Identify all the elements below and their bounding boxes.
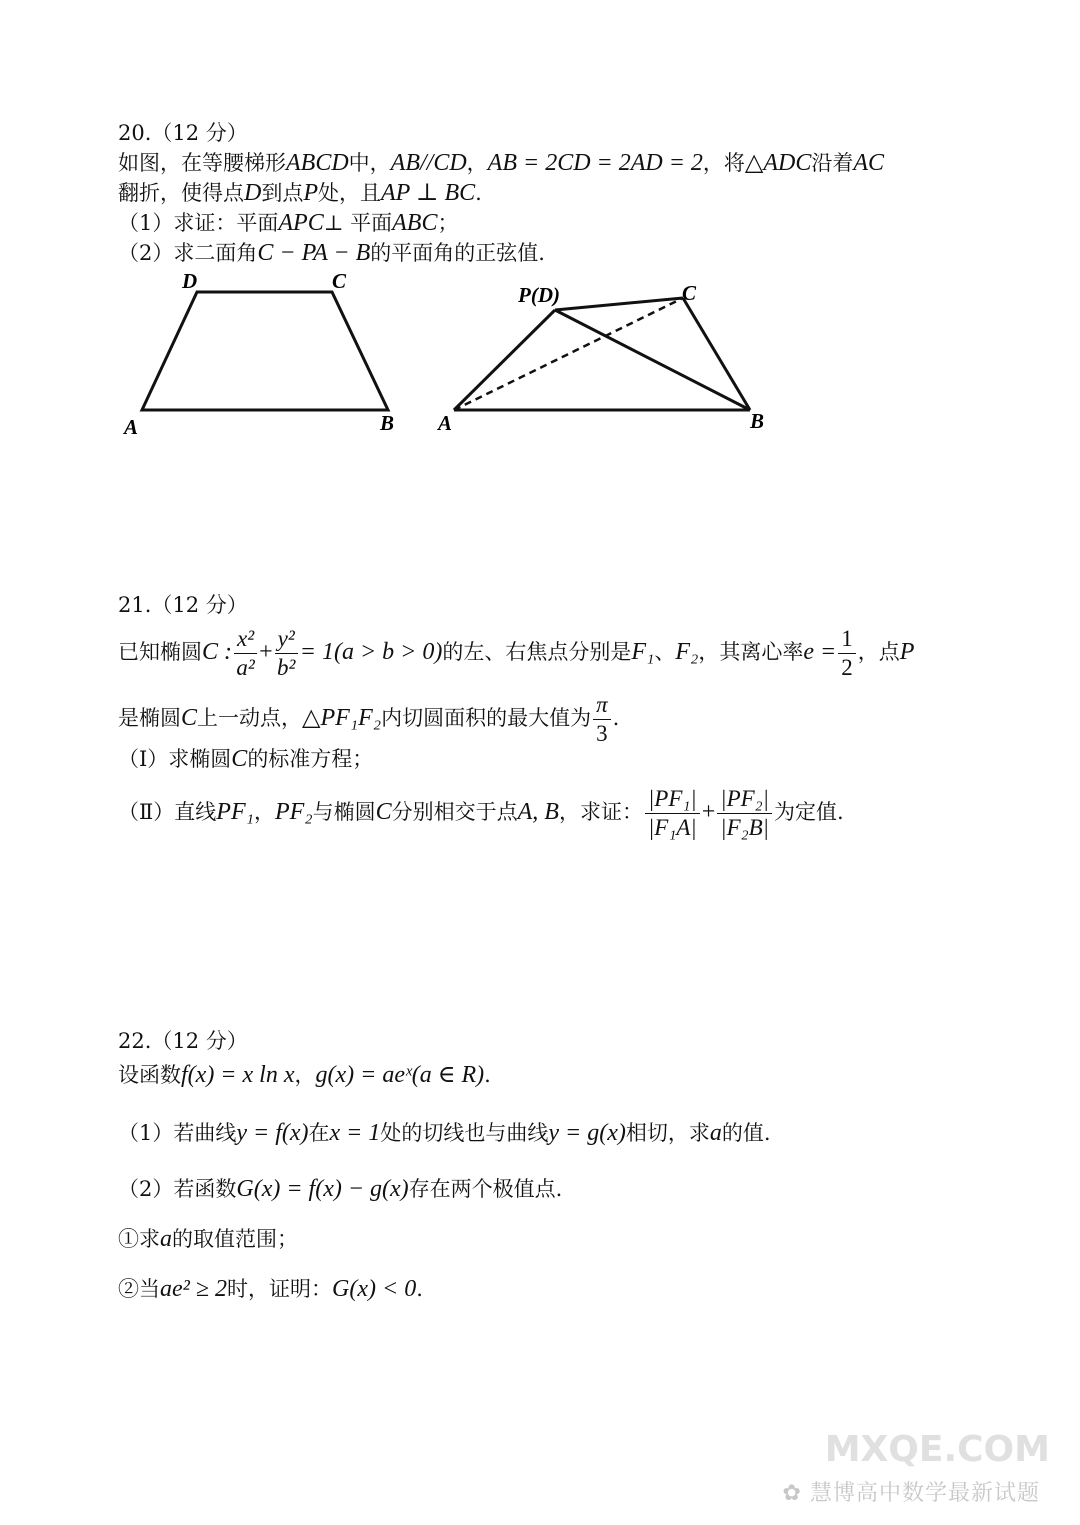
q22-part2: （2）若函数G(x) = f(x) − g(x)存在两个极值点. <box>118 1176 563 1202</box>
q20-part1: （1）求证：平面APC⊥ 平面ABC； <box>118 210 459 236</box>
label-A: A <box>124 415 139 439</box>
q20-stem-line1: 如图，在等腰梯形ABCD中，AB//CD，AB = 2CD = 2AD = 2，将△ADC沿着AC <box>118 150 885 176</box>
q21-part1: （Ⅰ）求椭圆C的标准方程； <box>118 746 374 772</box>
q22-sub2: ②当ae² ≥ 2时，证明：G(x) < 0. <box>118 1276 423 1302</box>
q22-header: 22.（12 分） <box>118 1029 248 1053</box>
q21-line2: 是椭圆C上一动点，△PF₁F₂内切圆面积的最大值为 $\frac{\pi}{3}$ . <box>118 692 620 746</box>
fraction-x2-a2: $\frac{\text{x²}}{\text{a²}}$ <box>234 625 257 682</box>
q21-line1: 已知椭圆C : $\frac{\text{x²}}{\text{a²}}$ + $\frac{\text{y²}}{\text{b²}}$ = 1(a > b > 0)的左、右焦点分别是F₁、F₂，其离心率e = $\frac{1}{2}$ ，点P <box>118 626 915 680</box>
label-B: B <box>380 411 395 435</box>
fraction-pi-3: $\frac{\pi}{3}$ <box>593 691 611 748</box>
fraction-PF2-F2B: $\frac{\text{|PF₂|}}{\text{|F₂B|}}$ <box>717 785 772 842</box>
q22-line1: 设函数f(x) = x ln x，g(x) = aeˣ(a ∈ R). <box>118 1062 491 1088</box>
q21-part2: （Ⅱ）直线PF₁，PF₂与椭圆C分别相交于点A, B，求证： $\frac{\text{|PF₁|}}{\text{|F₁A|}}$ + $\frac{\text{|PF₂|}}{\text{|F₂B|}}$ 为定值. <box>118 786 844 840</box>
label-C: C <box>332 269 347 293</box>
q20-header: 20.（12 分） <box>118 121 248 145</box>
q21-header: 21.（12 分） <box>118 593 248 617</box>
label-B2: B <box>750 409 765 433</box>
watermark-site: MXQE.COM <box>824 1429 1050 1470</box>
q20-stem-line2: 翻折，使得点D到点P处，且AP ⊥ BC. <box>118 180 482 206</box>
fraction-PF1-F1A: $\frac{\text{|PF₁|}}{\text{|F₁A|}}$ <box>645 785 700 842</box>
trapezoid-figure <box>110 262 420 442</box>
q22-sub1: ①求a的取值范围； <box>118 1226 298 1252</box>
fraction-one-half: $\frac{1}{2}$ <box>838 625 856 682</box>
fraction-y2-b2: $\frac{\text{y²}}{\text{b²}}$ <box>275 625 298 682</box>
label-P-D: P(D) <box>518 283 560 307</box>
wechat-icon: ✿ <box>782 1481 810 1506</box>
label-A2: A <box>438 411 453 435</box>
q20-part2: （2）求二面角C − PA − B的平面角的正弦值. <box>118 240 545 266</box>
label-D: D <box>182 269 198 293</box>
tetrahedron-figure <box>430 270 790 440</box>
watermark-source: ✿ 慧博高中数学最新试题 <box>782 1481 1040 1506</box>
q22-part1: （1）若曲线y = f(x)在x = 1处的切线也与曲线y = g(x)相切，求a的值. <box>118 1120 771 1146</box>
label-C2: C <box>682 281 697 305</box>
